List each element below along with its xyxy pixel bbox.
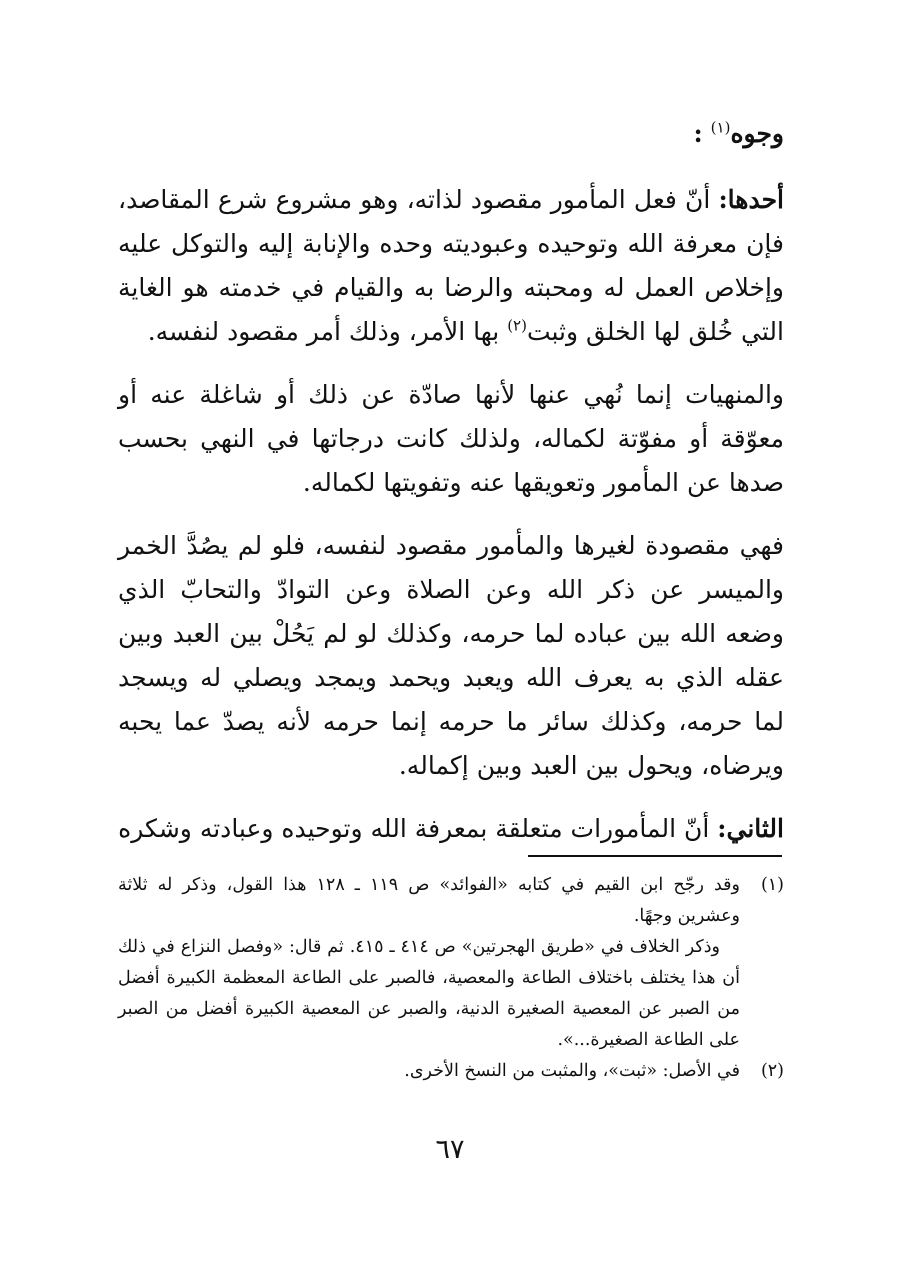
- footnote-2-number: (٢): [760, 1061, 784, 1081]
- paragraph-first: [118, 178, 784, 354]
- footnote-1-continuation: وذكر الخلاف في «طريق الهجرتين» ص ٤١٤ ـ ٤١٥. ثم قال: «وفصل النزاع في ذلك أن هذا يختلف باختلاف الطاعة والمعصية، فالصبر على الطاعة المعظمة الكبيرة أفضل من الصبر عن المعصية الصغيرة الدنية، والصبر عن المعصية الكبيرة أفضل من الصبر على الطاعة الصغيرة...».: [118, 937, 740, 1050]
- paragraph-first-text: أنّ فعل المأمور مقصود لذاته، وهو مشروع شرع المقاصد، فإن معرفة الله وتوحيده وعبوديته وحده والإنابة إليه والتوكل عليه وإخلاص العمل له ومحبته والرضا به والقيام في خدمته هو الغاية التي خُلق لها الخلق وثبت: [118, 185, 784, 346]
- paragraph-second: [118, 807, 784, 851]
- intro-colon: :: [693, 119, 703, 148]
- paragraph-first-text-end: بها الأمر، وذلك أمر مقصود لنفسه.: [147, 317, 500, 346]
- paragraph-second-text: أنّ المأمورات متعلقة بمعرفة الله وتوحيده وعبادته وشكره: [118, 814, 710, 843]
- page-number: ٦٧: [435, 1134, 465, 1165]
- footnote-2: [118, 1056, 784, 1087]
- paragraph-prohibitions: والمنهيات إنما نُهي عنها لأنها صادّة عن ذلك أو شاغلة عنه أو معوّقة أو مفوّتة لكماله، ولذلك كانت درجاتها في النهي بحسب صدها عن المأمور وتعويقها عنه وتفويتها لكماله.: [118, 380, 784, 497]
- footnotes: [118, 870, 784, 1087]
- paragraph-purpose: فهي مقصودة لغيرها والمأمور مقصود لنفسه، فلو لم يصُدَّ الخمر والميسر عن ذكر الله وعن الصلاة وعن التوادّ والتحابّ الذي وضعه الله بين عباده لما حرمه، وكذلك لو لم يَحُلْ بين العبد وبين عقله الذي به يعرف الله ويعبد ويحمد ويمجد ويصلي له ويسجد لما حرمه، وكذلك سائر ما حرمه إنما حرمه لأنه يصدّ عما يحبه ويرضاه، ويحول بين العبد وبين إكماله.: [118, 531, 784, 780]
- paragraph-second-lead: الثاني:: [717, 814, 784, 843]
- intro-line: [118, 112, 784, 156]
- footnote-1-text: وقد رجّح ابن القيم في كتابه «الفوائد» ص ١١٩ ـ ١٢٨ هذا القول، وذكر له ثلاثة وعشرين وجهًا.: [118, 875, 740, 926]
- paragraph-first-lead: أحدها:: [718, 185, 784, 214]
- footnote-1: [118, 870, 784, 932]
- footnote-ref-1: (١): [710, 118, 731, 137]
- footnote-divider: [528, 855, 782, 857]
- main-text: [118, 112, 784, 870]
- footnote-ref-2: (٢): [507, 316, 527, 335]
- footnote-1-number: (١): [760, 875, 784, 895]
- footnote-2-text: في الأصل: «ثبت»، والمثبت من النسخ الأخرى.: [404, 1061, 740, 1081]
- intro-word: وجوه: [730, 119, 784, 148]
